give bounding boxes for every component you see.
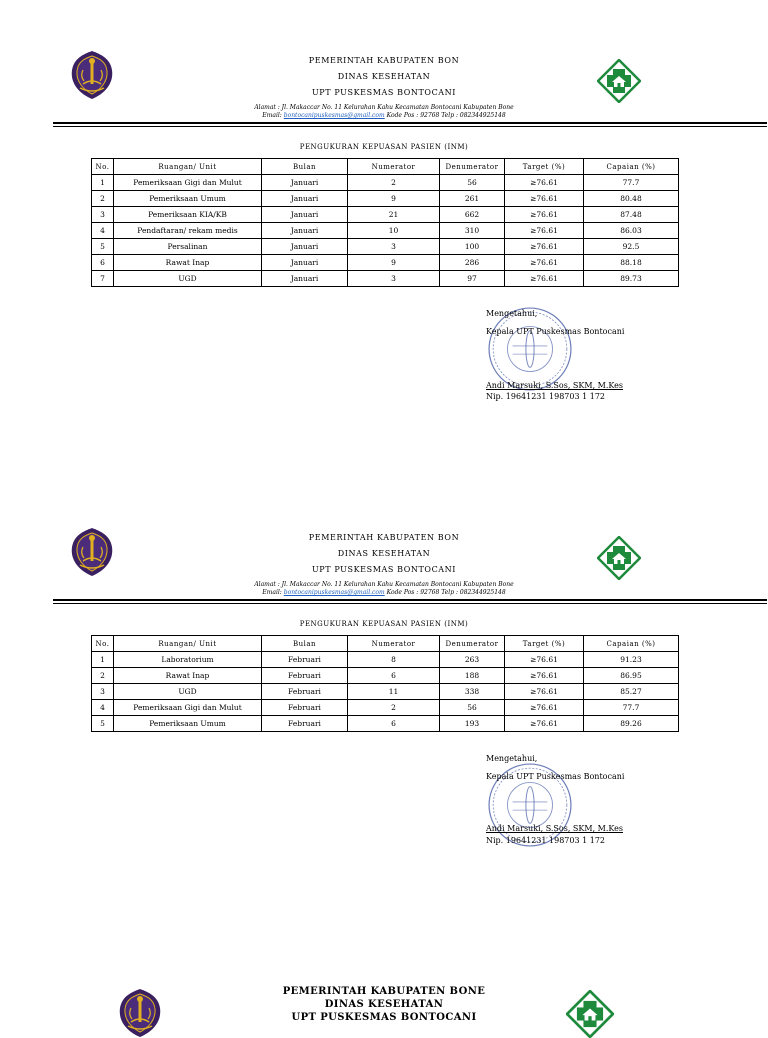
table-cell: ≥76.61 bbox=[505, 652, 584, 668]
table-header-row bbox=[92, 636, 679, 652]
table-cell: 88.18 bbox=[584, 255, 679, 271]
header-line-3: UPT PUSKESMAS BONTOCANI bbox=[291, 1012, 477, 1023]
table-cell: ≥76.61 bbox=[505, 668, 584, 684]
inm-table bbox=[91, 158, 679, 287]
table-cell: 2 bbox=[348, 700, 440, 716]
table-cell: 6 bbox=[92, 255, 114, 271]
header-line-1: PEMERINTAH KABUPATEN BONE bbox=[282, 986, 486, 997]
table-row bbox=[92, 223, 679, 239]
sign-nip: Nip. 19641231 198703 1 172 bbox=[486, 392, 606, 401]
table-cell: 263 bbox=[440, 652, 505, 668]
table-cell: Rawat Inap bbox=[114, 255, 262, 271]
table-cell: Januari bbox=[262, 207, 348, 223]
col-target: Target (%) bbox=[505, 636, 584, 652]
table-cell: 310 bbox=[440, 223, 505, 239]
table-cell: 56 bbox=[440, 175, 505, 191]
table-cell: 8 bbox=[348, 652, 440, 668]
col-no: No. bbox=[92, 636, 114, 652]
table-cell: Januari bbox=[262, 239, 348, 255]
table-header-row bbox=[92, 159, 679, 175]
table-cell: ≥76.61 bbox=[505, 239, 584, 255]
col-achievement: Capaian (%) bbox=[584, 159, 679, 175]
table-cell: Januari bbox=[262, 271, 348, 287]
table-cell: Januari bbox=[262, 223, 348, 239]
table-cell: 3 bbox=[348, 239, 440, 255]
col-month: Bulan bbox=[262, 159, 348, 175]
table-cell: ≥76.61 bbox=[505, 191, 584, 207]
header-line-2: DINAS KESEHATAN bbox=[337, 72, 431, 81]
table-cell: ≥76.61 bbox=[505, 207, 584, 223]
table-cell: 9 bbox=[348, 255, 440, 271]
table-cell: ≥76.61 bbox=[505, 255, 584, 271]
address-line: Alamat : Jl. Makaccar No. 11 Kelurahan Kahu Kecamatan Bontocani Kabupaten Bone bbox=[254, 104, 514, 111]
table-cell: 77.7 bbox=[584, 175, 679, 191]
table-cell: 2 bbox=[92, 668, 114, 684]
table-cell: 188 bbox=[440, 668, 505, 684]
col-numerator: Numerator bbox=[348, 159, 440, 175]
table-cell: Persalinan bbox=[114, 239, 262, 255]
sign-name: Andi Marsuki, S.Sos, SKM, M.Kes bbox=[486, 824, 623, 833]
table-cell: ≥76.61 bbox=[505, 271, 584, 287]
header-line-2: DINAS KESEHATAN bbox=[337, 549, 431, 558]
table-cell: 56 bbox=[440, 700, 505, 716]
table-row bbox=[92, 668, 679, 684]
table-cell: 86.03 bbox=[584, 223, 679, 239]
email-label: Email: bbox=[262, 112, 282, 119]
table-cell: Januari bbox=[262, 191, 348, 207]
col-no: No. bbox=[92, 159, 114, 175]
table-cell: Februari bbox=[262, 716, 348, 732]
table-title: PENGUKURAN KEPUASAN PASIEN (INM) bbox=[299, 620, 469, 628]
sign-name: Andi Marsuki, S.Sos, SKM, M.Kes bbox=[486, 381, 623, 390]
official-stamp-icon bbox=[486, 305, 574, 393]
postal-info: Kode Pos : 92768 Telp : 082344925148 bbox=[386, 589, 506, 596]
sign-acknowledged: Mengetahui, bbox=[486, 309, 538, 318]
col-unit: Ruangan/ Unit bbox=[114, 159, 262, 175]
table-cell: Pemeriksaan Gigi dan Mulut bbox=[114, 175, 262, 191]
sign-nip: Nip. 19641231 198703 1 172 bbox=[486, 836, 606, 845]
table-cell: 662 bbox=[440, 207, 505, 223]
table-cell: 2 bbox=[348, 175, 440, 191]
table-row bbox=[92, 191, 679, 207]
table-cell: 87.48 bbox=[584, 207, 679, 223]
col-target: Target (%) bbox=[505, 159, 584, 175]
col-achievement: Capaian (%) bbox=[584, 636, 679, 652]
table-title: PENGUKURAN KEPUASAN PASIEN (INM) bbox=[299, 143, 469, 151]
table-row bbox=[92, 700, 679, 716]
table-cell: Februari bbox=[262, 700, 348, 716]
table-row bbox=[92, 652, 679, 668]
table-cell: ≥76.61 bbox=[505, 684, 584, 700]
table-cell: 89.26 bbox=[584, 716, 679, 732]
table-cell: 3 bbox=[92, 207, 114, 223]
col-numerator: Numerator bbox=[348, 636, 440, 652]
sign-title: Kepala UPT Puskesmas Bontocani bbox=[486, 327, 625, 336]
table-cell: 2 bbox=[92, 191, 114, 207]
table-cell: Januari bbox=[262, 175, 348, 191]
table-cell: 92.5 bbox=[584, 239, 679, 255]
table-cell: 261 bbox=[440, 191, 505, 207]
table-row bbox=[92, 239, 679, 255]
header-rule bbox=[53, 122, 767, 124]
contact-line bbox=[0, 589, 768, 596]
table-cell: 5 bbox=[92, 239, 114, 255]
table-cell: Laboratorium bbox=[114, 652, 262, 668]
table-cell: 4 bbox=[92, 700, 114, 716]
table-cell: Pendaftaran/ rekam medis bbox=[114, 223, 262, 239]
table-cell: 97 bbox=[440, 271, 505, 287]
email-label: Email: bbox=[262, 589, 282, 596]
sign-acknowledged: Mengetahui, bbox=[486, 754, 538, 763]
table-cell: Pemeriksaan KIA/KB bbox=[114, 207, 262, 223]
header-rule-thin bbox=[53, 603, 767, 604]
email-link[interactable]: bontocanipuskesmas@gmail.com bbox=[283, 112, 385, 119]
table-cell: Februari bbox=[262, 652, 348, 668]
table-cell: 100 bbox=[440, 239, 505, 255]
table-cell: Pemeriksaan Gigi dan Mulut bbox=[114, 700, 262, 716]
table-cell: Pemeriksaan Umum bbox=[114, 716, 262, 732]
table-cell: 6 bbox=[348, 668, 440, 684]
table-row bbox=[92, 271, 679, 287]
address-line: Alamat : Jl. Makaccar No. 11 Kelurahan Kahu Kecamatan Bontocani Kabupaten Bone bbox=[254, 581, 514, 588]
header-rule bbox=[53, 599, 767, 601]
table-cell: 3 bbox=[348, 271, 440, 287]
header-rule-thin bbox=[53, 126, 767, 127]
table-row bbox=[92, 207, 679, 223]
table-cell: 193 bbox=[440, 716, 505, 732]
table-cell: 3 bbox=[92, 684, 114, 700]
header-line-3: UPT PUSKESMAS BONTOCANI bbox=[311, 88, 457, 97]
table-cell: ≥76.61 bbox=[505, 223, 584, 239]
col-month: Bulan bbox=[262, 636, 348, 652]
col-unit: Ruangan/ Unit bbox=[114, 636, 262, 652]
inm-table bbox=[91, 635, 679, 732]
table-cell: 1 bbox=[92, 652, 114, 668]
table-cell: 4 bbox=[92, 223, 114, 239]
table-cell: ≥76.61 bbox=[505, 700, 584, 716]
table-row bbox=[92, 684, 679, 700]
table-row bbox=[92, 175, 679, 191]
table-cell: 80.48 bbox=[584, 191, 679, 207]
table-row bbox=[92, 255, 679, 271]
table-cell: 89.73 bbox=[584, 271, 679, 287]
contact-line bbox=[0, 112, 768, 119]
table-cell: Januari bbox=[262, 255, 348, 271]
table-cell: 9 bbox=[348, 191, 440, 207]
table-cell: 21 bbox=[348, 207, 440, 223]
report-partial bbox=[0, 960, 768, 1024]
table-cell: 1 bbox=[92, 175, 114, 191]
table-cell: 338 bbox=[440, 684, 505, 700]
table-cell: ≥76.61 bbox=[505, 175, 584, 191]
table-cell: Rawat Inap bbox=[114, 668, 262, 684]
table-cell: 86.95 bbox=[584, 668, 679, 684]
table-cell: 85.27 bbox=[584, 684, 679, 700]
table-cell: 11 bbox=[348, 684, 440, 700]
col-denominator: Denumerator bbox=[440, 636, 505, 652]
table-cell: 10 bbox=[348, 223, 440, 239]
header-line-1: PEMERINTAH KABUPATEN BON bbox=[308, 56, 460, 65]
table-cell: 91.23 bbox=[584, 652, 679, 668]
table-cell: UGD bbox=[114, 684, 262, 700]
table-cell: 286 bbox=[440, 255, 505, 271]
postal-info: Kode Pos : 92768 Telp : 082344925148 bbox=[386, 112, 506, 119]
sign-title: Kepala UPT Puskesmas Bontocani bbox=[486, 772, 625, 781]
table-cell: 77.7 bbox=[584, 700, 679, 716]
col-denominator: Denumerator bbox=[440, 159, 505, 175]
table-cell: UGD bbox=[114, 271, 262, 287]
table-cell: Pemeriksaan Umum bbox=[114, 191, 262, 207]
table-row bbox=[92, 716, 679, 732]
table-cell: 5 bbox=[92, 716, 114, 732]
table-cell: ≥76.61 bbox=[505, 716, 584, 732]
table-cell: 7 bbox=[92, 271, 114, 287]
table-cell: Februari bbox=[262, 684, 348, 700]
header-line-3: UPT PUSKESMAS BONTOCANI bbox=[311, 565, 457, 574]
email-link[interactable]: bontocanipuskesmas@gmail.com bbox=[283, 589, 385, 596]
header-line-2: DINAS KESEHATAN bbox=[324, 999, 444, 1010]
table-cell: 6 bbox=[348, 716, 440, 732]
table-cell: Februari bbox=[262, 668, 348, 684]
header-line-1: PEMERINTAH KABUPATEN BON bbox=[308, 533, 460, 542]
